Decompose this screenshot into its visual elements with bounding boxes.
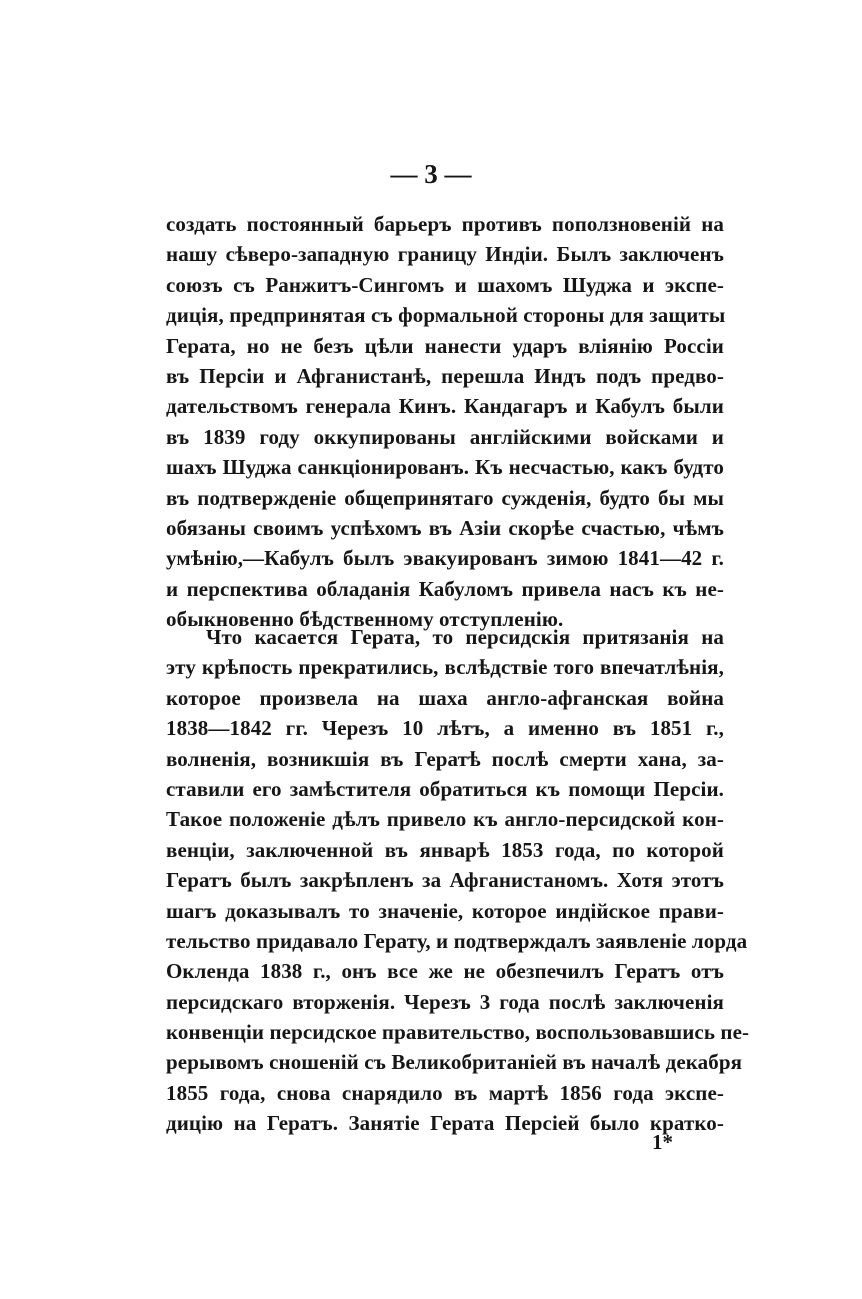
text-line: Гератъ былъ закрѣпленъ за Афганистаномъ. Хотя этотъ [166, 868, 724, 893]
page-number-header: — 3 — [390, 159, 472, 189]
paragraph-2 [166, 622, 750, 1139]
text-line: въ подтвержденiе общепринятаго сужденiя, будто бы мы [166, 485, 724, 510]
text-line: Окленда 1838 г., онъ все же не обезпечилъ Гератъ отъ [166, 959, 724, 984]
text-line: тельство придавало Герату, и подтверждалъ заявленiе лорда [166, 928, 748, 953]
text-line: рерывомъ сношенiй съ Великобританiей въ началѣ декабря [166, 1050, 743, 1075]
text-line: эту крѣпость прекратились, вслѣдствiе того впечатлѣнiя, [166, 655, 724, 680]
text-line: обыкновенно бѣдственному отступленiю. [166, 607, 564, 632]
text-line: 1855 года, снова снарядило въ мартѣ 1856 года экспе- [166, 1080, 724, 1105]
text-line: въ 1839 году оккупированы англiйскими войсками и [166, 424, 724, 449]
text-line: волненiя, возникшiя въ Гератѣ послѣ смерти хана, за- [166, 746, 724, 771]
text-line: создать постоянный барьеръ противъ поползновенiй на [166, 212, 724, 236]
text-line: Что касается Герата, то персидскiя притязанiя на [206, 625, 724, 649]
text-line: венцiи, заключенной въ январѣ 1853 года, по которой [166, 837, 724, 862]
text-line: дицiю на Гератъ. Занятiе Герата Персiей было кратко- [166, 1111, 724, 1136]
text-line: нашу сѣверо-западную границу Индiи. Былъ заключенъ [166, 242, 724, 267]
text-line: Герата, но не безъ цѣли нанести ударъ влiянiю Россiи [166, 333, 724, 358]
text-line: дательствомъ генерала Кинъ. Кандагаръ и Кабулъ были [166, 394, 724, 419]
text-line: въ Персiи и Афганистанѣ, перешла Индъ подъ предво- [166, 363, 724, 388]
text-line: конвенцiи персидское правительство, воспользовавшись пе- [166, 1020, 750, 1045]
paragraph-1 [166, 209, 724, 634]
text-line: обязаны своимъ успѣхомъ въ Азiи скорѣе счастью, чѣмъ [166, 515, 724, 540]
text-line: 1838—1842 гг. Черезъ 10 лѣтъ, а именно въ 1851 г., [166, 716, 724, 741]
text-line: союзъ съ Ранжитъ-Сингомъ и шахомъ Шуджа и экспе- [166, 272, 724, 297]
text-line: шагъ доказывалъ то значенiе, которое индiйское прави- [166, 898, 724, 923]
text-line: шахъ Шуджа санкцiонированъ. Къ несчастью, какъ будто [166, 455, 724, 480]
text-line: дицiя, предпринятая съ формальной стороны для защиты [166, 303, 726, 328]
text-line: ставили его замѣстителя обратиться къ помощи Персiи. [166, 776, 724, 801]
text-line: которое произвела на шаха англо-афганская война [166, 685, 724, 710]
text-line: умѣнiю,—Кабулъ былъ эвакуированъ зимою 1841—42 г. [166, 546, 724, 571]
signature-mark: 1* [652, 1130, 673, 1154]
text-line: и перспектива обладанiя Кабуломъ привела насъ къ не- [166, 576, 724, 601]
text-line: персидскаго вторженiя. Черезъ 3 года послѣ заключенiя [166, 989, 724, 1014]
text-line: Такое положенiе дѣлъ привело къ англо-персидской кон- [166, 807, 724, 832]
